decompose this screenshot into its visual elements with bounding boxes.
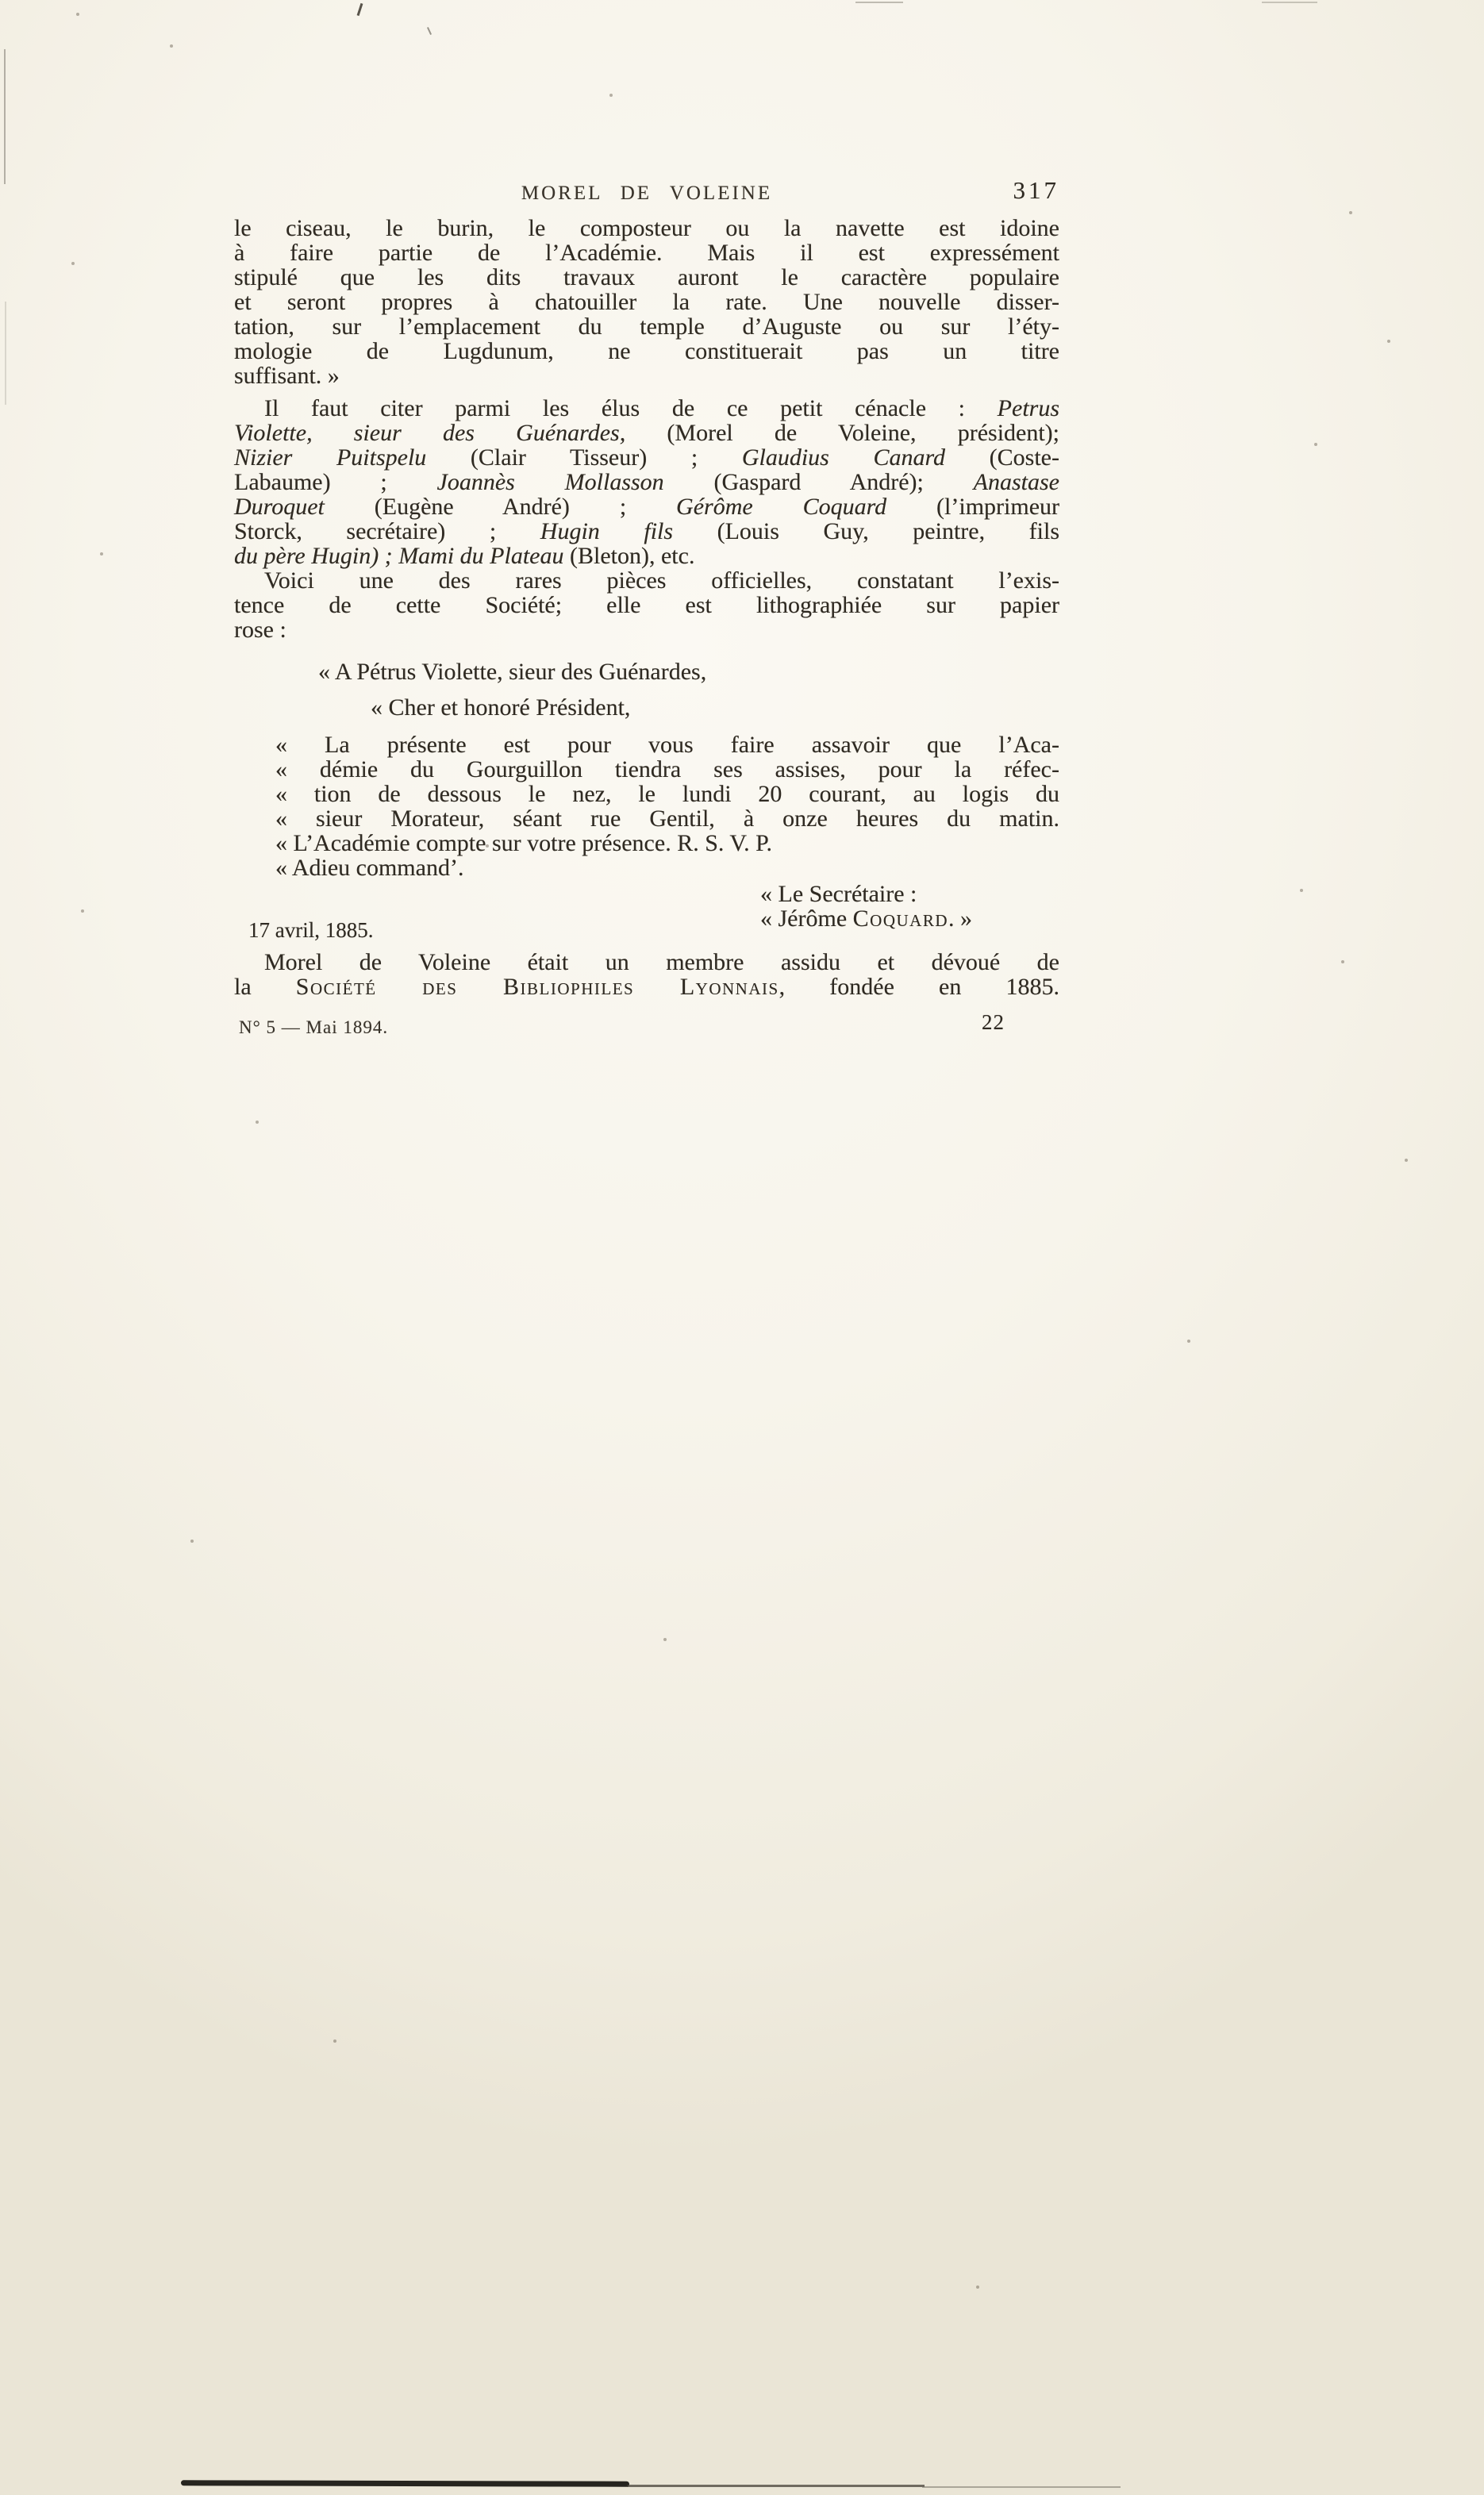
- letter-body: [234, 732, 1059, 880]
- text-segment: et seront propres à chatouiller la rate. Une nouvelle disser-: [234, 289, 1059, 315]
- scan-speck: [71, 262, 75, 265]
- text-line: [234, 950, 1059, 975]
- scan-speck: [190, 1540, 194, 1543]
- text-segment: Hugin fils: [540, 518, 674, 544]
- text-segment: « La présente est pour vous faire assavoir que l’Aca-: [275, 732, 1059, 758]
- text-line: [234, 363, 1059, 388]
- scan-smudge: [627, 2485, 925, 2487]
- scan-speck: [333, 2039, 336, 2043]
- text-segment: Société des Bibliophiles Lyonnais: [295, 974, 779, 1000]
- scan-speck: [976, 2285, 979, 2289]
- letter-signature-area: [234, 882, 1059, 944]
- scan-speck: [1300, 889, 1303, 892]
- paragraph-2: [234, 396, 1059, 568]
- text-segment: « Adieu command’.: [275, 855, 464, 881]
- text-segment: Il faut citer parmi les élus de ce petit cénacle :: [264, 395, 998, 421]
- scan-speck: [170, 44, 173, 48]
- scan-speck: [1349, 211, 1352, 214]
- text-line: [234, 314, 1059, 339]
- text-segment: Nizier Puitspelu: [234, 444, 427, 471]
- scan-speck: [1341, 960, 1344, 963]
- text-segment: suffisant. »: [234, 363, 340, 389]
- text-line: [234, 494, 1059, 519]
- closing-paragraph: [234, 950, 1059, 999]
- text-segment: mologie de Lugdunum, ne constituerait pas un titre: [234, 338, 1059, 364]
- letter-date: 17 avril, 1885.: [248, 918, 374, 942]
- text-segment: (Coste-: [945, 444, 1059, 471]
- scan-speck: [100, 552, 103, 556]
- letter-closing: [760, 882, 972, 931]
- text-segment: Duroquet: [234, 494, 325, 520]
- text-line: [234, 544, 1059, 568]
- text-segment: « sieur Morateur, séant rue Gentil, à onze heures du matin.: [275, 805, 1059, 832]
- text-segment: Petrus: [997, 395, 1059, 421]
- paragraph-1: [234, 216, 1059, 388]
- scan-speck: [427, 27, 432, 35]
- text-line: [275, 855, 1059, 880]
- text-line: [234, 396, 1059, 421]
- text-segment: Voici une des rares pièces officielles, constatant l’exis-: [264, 567, 1059, 594]
- text-segment: Violette, sieur des Guénardes,: [234, 420, 626, 446]
- text-segment: Joannès Mollasson: [436, 469, 664, 495]
- scan-fold-line: [4, 49, 6, 184]
- scan-speck: [609, 94, 613, 97]
- scan-smudge: [922, 2486, 1121, 2488]
- text-line: [234, 519, 1059, 544]
- text-line: [234, 339, 1059, 363]
- scan-speck: [256, 1121, 259, 1124]
- text-line: [234, 975, 1059, 999]
- text-line: [275, 757, 1059, 782]
- text-segment: le ciseau, le burin, le composteur ou la navette est idoine: [234, 215, 1059, 241]
- text-segment: Storck, secrétaire) ;: [234, 518, 540, 544]
- scan-speck: [81, 909, 84, 913]
- text-segment: « démie du Gourguillon tiendra ses assises, pour la réfec-: [275, 756, 1059, 782]
- text-segment: (Eugène André) ;: [324, 494, 677, 520]
- text-line: [234, 216, 1059, 240]
- text-segment: (Morel de Voleine, président);: [625, 420, 1060, 446]
- text-segment: , fondée en 1885.: [779, 974, 1059, 1000]
- text-line: [760, 882, 972, 906]
- scan-speck: [663, 1638, 667, 1641]
- text-segment: « Le Secrétaire :: [760, 881, 917, 907]
- issue-date-notice: N° 5 — Mai 1894.: [239, 1017, 389, 1037]
- scan-speck: [1387, 340, 1390, 343]
- text-segment: Glaudius Canard: [741, 444, 946, 471]
- scan-smudge: [181, 2480, 629, 2486]
- text-column: [234, 178, 1059, 1037]
- text-segment: . »: [948, 905, 972, 932]
- text-line: [234, 240, 1059, 265]
- text-line: [234, 617, 1059, 642]
- text-segment: stipulé que les dits travaux auront le caractère populaire: [234, 264, 1059, 290]
- text-segment: rose :: [234, 617, 286, 643]
- text-segment: Labaume) ;: [234, 469, 437, 495]
- text-line: [234, 470, 1059, 494]
- text-line: [275, 806, 1059, 831]
- text-segment: (Louis Guy, peintre, fils: [673, 518, 1060, 544]
- running-header: [234, 178, 1059, 206]
- letter-address-line: « A Pétrus Violette, sieur des Guénardes,: [318, 659, 707, 685]
- text-segment: Gérôme Coquard: [676, 494, 887, 520]
- running-header-title: MOREL DE VOLEINE: [521, 183, 773, 204]
- text-segment: Morel de Voleine était un membre assidu et dévoué de: [264, 949, 1059, 975]
- letter-salutation: « Cher et honoré Président,: [371, 694, 631, 721]
- scan-speck: [1314, 443, 1317, 446]
- text-line: [275, 732, 1059, 757]
- text-segment: Mami du Plateau: [398, 543, 564, 569]
- text-line: [275, 782, 1059, 806]
- text-segment: (l’imprimeur: [886, 494, 1059, 520]
- text-segment: la: [234, 974, 296, 1000]
- scan-speck: [1187, 1340, 1190, 1343]
- text-line: [760, 906, 972, 931]
- text-segment: à faire partie de l’Académie. Mais il est expressément: [234, 240, 1059, 266]
- text-segment: (Bleton), etc.: [563, 543, 695, 569]
- scan-speck: [76, 13, 79, 16]
- text-segment: « L’Académie compte sur votre présence. R. S. V. P.: [275, 830, 773, 856]
- scan-speck: [1405, 1159, 1408, 1162]
- text-line: [234, 593, 1059, 617]
- text-segment: « Jérôme: [760, 905, 853, 932]
- text-line: [234, 290, 1059, 314]
- page-footer: [234, 1010, 1059, 1037]
- text-line: [234, 421, 1059, 445]
- page-number: 317: [1013, 176, 1059, 204]
- text-segment: tation, sur l’emplacement du temple d’Auguste ou sur l’éty-: [234, 313, 1059, 340]
- signature-number: 22: [982, 1010, 1005, 1034]
- scan-speck: [357, 3, 363, 16]
- text-segment: Coquard: [852, 905, 948, 932]
- scan-smudge: [855, 2, 903, 3]
- text-segment: tence de cette Société; elle est lithographiée sur papier: [234, 592, 1059, 618]
- text-segment: (Gaspard André);: [663, 469, 974, 495]
- scan-fold-line: [5, 302, 6, 405]
- text-segment: du père Hugin) ;: [234, 543, 399, 569]
- text-segment: (Clair Tisseur) ;: [426, 444, 742, 471]
- scan-smudge: [1262, 2, 1317, 3]
- text-line: [275, 831, 1059, 855]
- paragraph-3: [234, 568, 1059, 642]
- text-segment: « tion de dessous le nez, le lundi 20 courant, au logis du: [275, 781, 1059, 807]
- text-line: [234, 445, 1059, 470]
- text-segment: Anastase: [973, 469, 1059, 495]
- text-line: [234, 265, 1059, 290]
- text-line: [234, 568, 1059, 593]
